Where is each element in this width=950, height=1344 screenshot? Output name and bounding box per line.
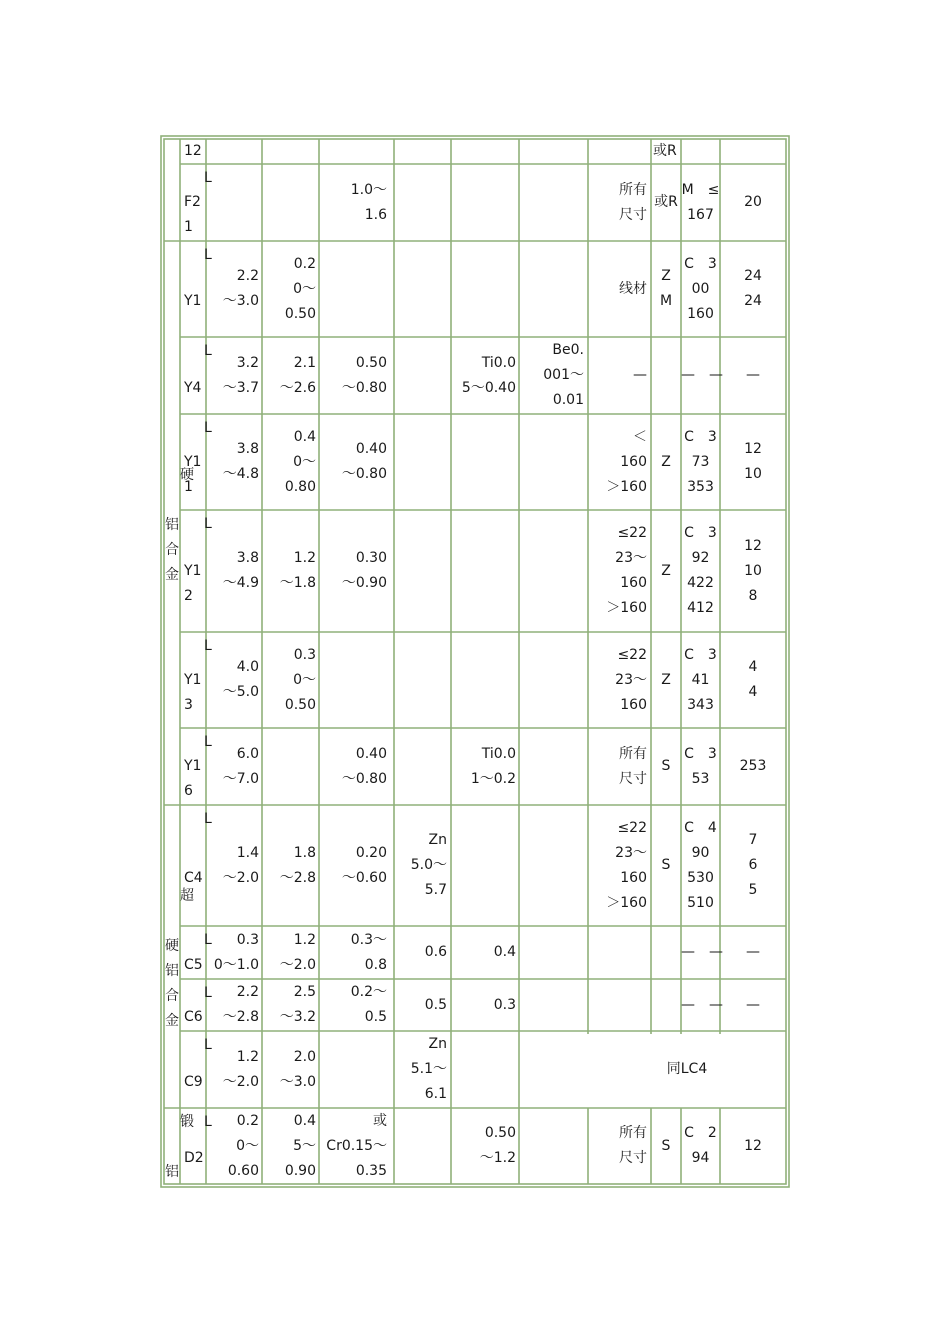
cell-size-row9-line3: 160 <box>620 869 647 886</box>
cell-c3-row13-line2: Cr0.15～ <box>326 1137 387 1154</box>
cell-merged-row12: 同LC4 <box>666 1061 708 1077</box>
cell-c5-row8-line1: Ti0.0 <box>481 745 516 762</box>
cell-c3-row13-line3: 0.35 <box>355 1162 387 1179</box>
cell-c3-row9-line1: 0.20 <box>355 844 387 861</box>
cell-elong-row5-line1: 12 <box>744 441 762 457</box>
cell-strength-row9-line3: 530 <box>687 869 714 886</box>
cell-c4-row9-line2: 5.0～ <box>410 857 447 873</box>
cell-c1-row7-line2: ～5.0 <box>222 684 259 700</box>
cell-strength-row3-line1: C 3 <box>684 255 717 272</box>
cell-strength-row13-line1: C 2 <box>684 1125 717 1141</box>
cell-strength-row2-line2: 167 <box>687 206 714 223</box>
cell-size-row5-line3: ＞160 <box>606 478 647 495</box>
cell-elong-row2-line1: 20 <box>744 194 762 210</box>
cell-strength-row9-line4: 510 <box>687 894 714 911</box>
group-label-forge: 锻 <box>180 1114 194 1130</box>
cell-c3-row11-line1: 0.2～ <box>350 984 387 1000</box>
cell-size-row6-line2: 23～ <box>615 550 647 566</box>
cell-c1-row8-line2: ～7.0 <box>222 770 259 787</box>
group-label-forge-2: 铝 <box>165 1164 179 1180</box>
cell-size-row7-line3: 160 <box>620 696 647 713</box>
cell-grade-row4-line2: Y4 <box>184 379 202 396</box>
cell-c3-row5-line2: ～0.80 <box>341 466 387 482</box>
cell-c1-row11-line2: ～2.8 <box>222 1009 259 1025</box>
cell-c5-row11-line1: 0.3 <box>493 996 516 1013</box>
cell-state-row3-line2: M <box>659 293 673 309</box>
cell-c2-row10-line2: ～2.0 <box>279 956 316 973</box>
cell-c1-row13-line2: 0～ <box>236 1137 259 1154</box>
cell-c2-row11-line1: 2.5 <box>293 984 316 1000</box>
cell-size-row7-line2: 23～ <box>615 671 647 688</box>
cell-grade-row2-line2: F2 <box>184 194 201 210</box>
cell-elong-row6-line2: 10 <box>744 562 762 579</box>
cell-elong-row5-line2: 10 <box>744 466 762 482</box>
cell-c1-row8-line1: 6.0 <box>236 745 259 762</box>
cell-grade-row7-line1: L <box>204 638 212 654</box>
cell-grade-row10-line2: C5 <box>184 956 203 973</box>
cell-c2-row5-line2: 0～ <box>293 453 316 470</box>
group-label-al-2: 合 <box>165 542 179 558</box>
cell-elong-row7-line2: 4 <box>748 684 758 700</box>
cell-strength-row4-line1: — — <box>681 367 723 383</box>
cell-c6-row4-line2: 001～ <box>543 367 584 383</box>
cell-state-row3-line1: Z <box>661 268 671 284</box>
cell-c2-row7-line3: 0.50 <box>284 696 316 713</box>
cell-c3-row8-line1: 0.40 <box>355 745 387 762</box>
cell-size-row2-line2: 尺寸 <box>619 206 647 223</box>
cell-c1-row4-line2: ～3.7 <box>222 379 259 396</box>
cell-grade-row3-line1: L <box>204 247 212 263</box>
cell-elong-row4-line1: — <box>746 367 760 383</box>
cell-grade-row9-line1: L <box>204 811 212 827</box>
cell-grade-row11-line1: L <box>204 985 212 1001</box>
cell-grade-row9-line2: C4 <box>184 869 203 886</box>
cell-c1-row13-line3: 0.60 <box>227 1162 259 1179</box>
cell-c1-row5-line1: 3.8 <box>236 441 259 457</box>
cell-grade-row8-line1: L <box>204 734 212 750</box>
cell-c1-row6-line1: 3.8 <box>236 550 259 566</box>
cell-c1-row3-line2: ～3.0 <box>222 293 259 309</box>
cell-c1-row9-line1: 1.4 <box>236 844 259 861</box>
cell-grade-row5-line3: 1 <box>184 478 193 495</box>
cell-c2-row12-line1: 2.0 <box>293 1048 316 1065</box>
cell-c1-row9-line2: ～2.0 <box>222 869 259 886</box>
cell-strength-row6-line4: 412 <box>687 600 714 616</box>
cell-strength-row3-line2: 00 <box>691 280 710 297</box>
cell-c1-row10-line1: 0.3 <box>236 931 259 948</box>
cell-size-row8-line1: 所有 <box>619 745 647 762</box>
cell-c4-row12-line3: 6.1 <box>424 1086 447 1102</box>
cell-size-row9-line1: ≤22 <box>617 819 647 836</box>
cell-c5-row8-line2: 1～0.2 <box>470 770 516 787</box>
cell-size-row5-line1: ＜ <box>633 428 647 445</box>
cell-grade-row2-line1: L <box>204 170 212 186</box>
cell-elong-row6-line1: 12 <box>744 537 762 554</box>
cell-c6-row4-line1: Be0. <box>552 342 584 358</box>
cell-c2-row3-line3: 0.50 <box>284 305 316 322</box>
cell-c3-row10-line2: 0.8 <box>364 956 387 973</box>
cell-c2-row10-line1: 1.2 <box>293 931 316 948</box>
group-label-super: 超 <box>180 888 194 904</box>
cell-grade-row7-line2: Y1 <box>184 671 202 688</box>
cell-strength-row2-line1: M ≤ <box>681 181 720 198</box>
cell-c2-row13-line2: 5～ <box>293 1137 316 1154</box>
cell-c4-row11-line1: 0.5 <box>424 996 447 1013</box>
cell-c3-row4-line2: ～0.80 <box>341 379 387 396</box>
cell-c2-row9-line1: 1.8 <box>293 844 316 861</box>
cell-c5-row13-line2: ～1.2 <box>479 1150 516 1166</box>
cell-strength-row11-line1: — — <box>681 996 723 1013</box>
cell-grade-row3-line2: Y1 <box>184 293 202 309</box>
group-label-hard2-3: 合 <box>165 988 179 1004</box>
cell-c2-row13-line1: 0.4 <box>293 1112 316 1129</box>
cell-size-row9-line4: ＞160 <box>606 894 647 911</box>
cell-strength-row6-line3: 422 <box>687 575 714 591</box>
cell-elong-row9-line3: 5 <box>748 882 758 898</box>
cell-grade-row11-line2: C6 <box>184 1009 203 1025</box>
cell-c5-row4-line1: Ti0.0 <box>481 354 516 371</box>
cell-elong-row3-line1: 24 <box>744 268 762 284</box>
cell-size-row6-line3: 160 <box>620 575 647 591</box>
cell-elong-row9-line2: 6 <box>748 857 758 873</box>
cell-state-row8-line1: S <box>661 758 671 774</box>
cell-strength-row7-line1: C 3 <box>684 646 717 663</box>
cell-c1-row10-line2: 0～1.0 <box>213 956 259 973</box>
cell-c3-row2-line1: 1.0～ <box>350 181 387 198</box>
cell-state-row6-line1: Z <box>661 562 671 579</box>
group-label-hard2-4: 金 <box>165 1013 179 1029</box>
cell-size-row7-line1: ≤22 <box>617 646 647 663</box>
cell-elong-row6-line3: 8 <box>748 587 758 604</box>
cell-strength-row9-line2: 90 <box>691 844 710 861</box>
cell-c2-row5-line3: 0.80 <box>284 478 316 495</box>
cell-strength-row8-line1: C 3 <box>684 745 717 762</box>
cell-size-row5-line2: 160 <box>620 453 647 470</box>
cell-strength-row6-line1: C 3 <box>684 525 717 541</box>
cell-size-row13-line2: 尺寸 <box>619 1150 647 1166</box>
cell-c2-row3-line1: 0.2 <box>293 255 316 272</box>
cell-state-row13-line1: S <box>661 1137 671 1154</box>
cell-strength-row13-line2: 94 <box>691 1150 710 1166</box>
cell-c3-row11-line2: 0.5 <box>364 1009 387 1025</box>
cell-size-row6-line1: ≤22 <box>617 525 647 541</box>
cell-strength-row5-line1: C 3 <box>684 428 717 445</box>
group-label-hard: 硬 <box>180 467 194 483</box>
cell-c1-row11-line1: 2.2 <box>236 984 259 1000</box>
cell-grade-row8-line3: 6 <box>184 783 193 799</box>
cell-c2-row5-line1: 0.4 <box>293 428 316 445</box>
cell-size-row8-line2: 尺寸 <box>619 770 647 787</box>
cell-elong-row7-line1: 4 <box>748 659 758 675</box>
cell-c3-row2-line2: 1.6 <box>364 206 387 223</box>
cell-grade-row4-line1: L <box>204 343 212 359</box>
cell-elong-row3-line2: 24 <box>744 293 762 309</box>
cell-c2-row12-line2: ～3.0 <box>279 1073 316 1090</box>
cell-c3-row9-line2: ～0.60 <box>341 869 387 886</box>
cell-grade-row6-line2: Y1 <box>184 562 202 579</box>
cell-c3-row13-line1: 或 <box>373 1112 387 1129</box>
group-label-hard2-2: 铝 <box>165 963 179 979</box>
cell-grade-row12-line1: L <box>204 1037 212 1053</box>
cell-size-row6-line4: ＞160 <box>606 600 647 616</box>
cell-c2-row6-line2: ～1.8 <box>279 575 316 591</box>
cell-c1-row13-line1: 0.2 <box>236 1112 259 1129</box>
cell-state-row2-line1: 或R <box>654 194 678 210</box>
cell-c4-row12-line1: Zn <box>428 1036 447 1052</box>
cell-c2-row4-line2: ～2.6 <box>279 379 316 396</box>
cell-grade-row7-line3: 3 <box>184 696 193 713</box>
cell-elong-row13-line1: 12 <box>744 1137 762 1154</box>
group-label-al-1: 铝 <box>165 517 179 533</box>
cell-c2-row3-line2: 0～ <box>293 280 316 297</box>
cell-c4-row9-line3: 5.7 <box>424 882 447 898</box>
cell-grade-row1-line1: 12 <box>184 143 202 159</box>
cell-spec-row1-line1: 或R <box>653 143 677 159</box>
cell-c4-row12-line2: 5.1～ <box>410 1061 447 1077</box>
cell-c3-row10-line1: 0.3～ <box>350 931 387 948</box>
cell-grade-row13-line1: L <box>204 1114 212 1130</box>
cell-strength-row8-line2: 53 <box>691 770 710 787</box>
cell-c4-row9-line1: Zn <box>428 832 447 848</box>
cell-c4-row10-line1: 0.6 <box>424 944 447 960</box>
cell-c2-row11-line2: ～3.2 <box>279 1009 316 1025</box>
cell-c3-row8-line2: ～0.80 <box>341 770 387 787</box>
group-label-al-3: 金 <box>165 567 179 583</box>
cell-state-row7-line1: Z <box>661 671 671 688</box>
cell-c3-row6-line1: 0.30 <box>355 550 387 566</box>
cell-c1-row4-line1: 3.2 <box>236 354 259 371</box>
cell-c3-row4-line1: 0.50 <box>355 354 387 371</box>
cell-c3-row6-line2: ～0.90 <box>341 575 387 591</box>
cell-c1-row5-line2: ～4.8 <box>222 466 259 482</box>
cell-elong-row10-line1: — <box>746 944 760 960</box>
cell-size-row3-line1: 线材 <box>619 280 647 297</box>
cell-size-row13-line1: 所有 <box>619 1125 647 1141</box>
cell-c1-row12-line1: 1.2 <box>236 1048 259 1065</box>
cell-strength-row7-line3: 343 <box>687 696 714 713</box>
cell-grade-row5-line2: Y1 <box>184 453 202 470</box>
cell-strength-row7-line2: 41 <box>691 671 710 688</box>
cell-c1-row3-line1: 2.2 <box>236 268 259 284</box>
cell-grade-row6-line3: 2 <box>184 587 193 604</box>
cell-c5-row4-line2: 5～0.40 <box>461 379 516 396</box>
cell-grade-row5-line1: L <box>204 420 212 436</box>
cell-c6-row4-line3: 0.01 <box>552 392 584 408</box>
cell-c2-row4-line1: 2.1 <box>293 354 316 371</box>
cell-c2-row9-line2: ～2.8 <box>279 869 316 886</box>
cell-grade-row6-line1: L <box>204 516 212 532</box>
cell-c2-row13-line3: 0.90 <box>284 1162 316 1179</box>
cell-grade-row12-line2: C9 <box>184 1073 203 1090</box>
cell-strength-row5-line3: 353 <box>687 478 714 495</box>
cell-size-row4-line1: — <box>633 367 647 383</box>
cell-size-row9-line2: 23～ <box>615 844 647 861</box>
cell-grade-row10-line1: L <box>204 932 212 948</box>
cell-state-row5-line1: Z <box>661 453 671 470</box>
cell-strength-row6-line2: 92 <box>691 550 710 566</box>
cell-c2-row7-line2: 0～ <box>293 671 316 688</box>
cell-c1-row7-line1: 4.0 <box>236 659 259 675</box>
cell-c5-row10-line1: 0.4 <box>493 944 516 960</box>
cell-c1-row12-line2: ～2.0 <box>222 1073 259 1090</box>
cell-elong-row11-line1: — <box>746 996 760 1013</box>
cell-elong-row9-line1: 7 <box>748 832 758 848</box>
cell-state-row9-line1: S <box>661 857 671 873</box>
cell-size-row2-line1: 所有 <box>619 181 647 198</box>
group-label-hard2-1: 硬 <box>165 938 179 954</box>
cell-grade-row2-line3: 1 <box>184 219 193 235</box>
cell-strength-row3-line3: 160 <box>687 305 714 322</box>
cell-c1-row6-line2: ～4.9 <box>222 575 259 591</box>
cell-elong-row8-line1: 253 <box>739 758 767 774</box>
cell-grade-row13-line2: D2 <box>184 1150 204 1166</box>
cell-c3-row5-line1: 0.40 <box>355 441 387 457</box>
cell-c2-row7-line1: 0.3 <box>293 646 316 663</box>
cell-strength-row10-line1: — — <box>681 944 723 960</box>
cell-strength-row9-line1: C 4 <box>684 819 717 836</box>
cell-grade-row8-line2: Y1 <box>184 758 202 774</box>
cell-c2-row6-line1: 1.2 <box>293 550 316 566</box>
cell-c5-row13-line1: 0.50 <box>484 1125 516 1141</box>
cell-strength-row5-line2: 73 <box>691 453 710 470</box>
